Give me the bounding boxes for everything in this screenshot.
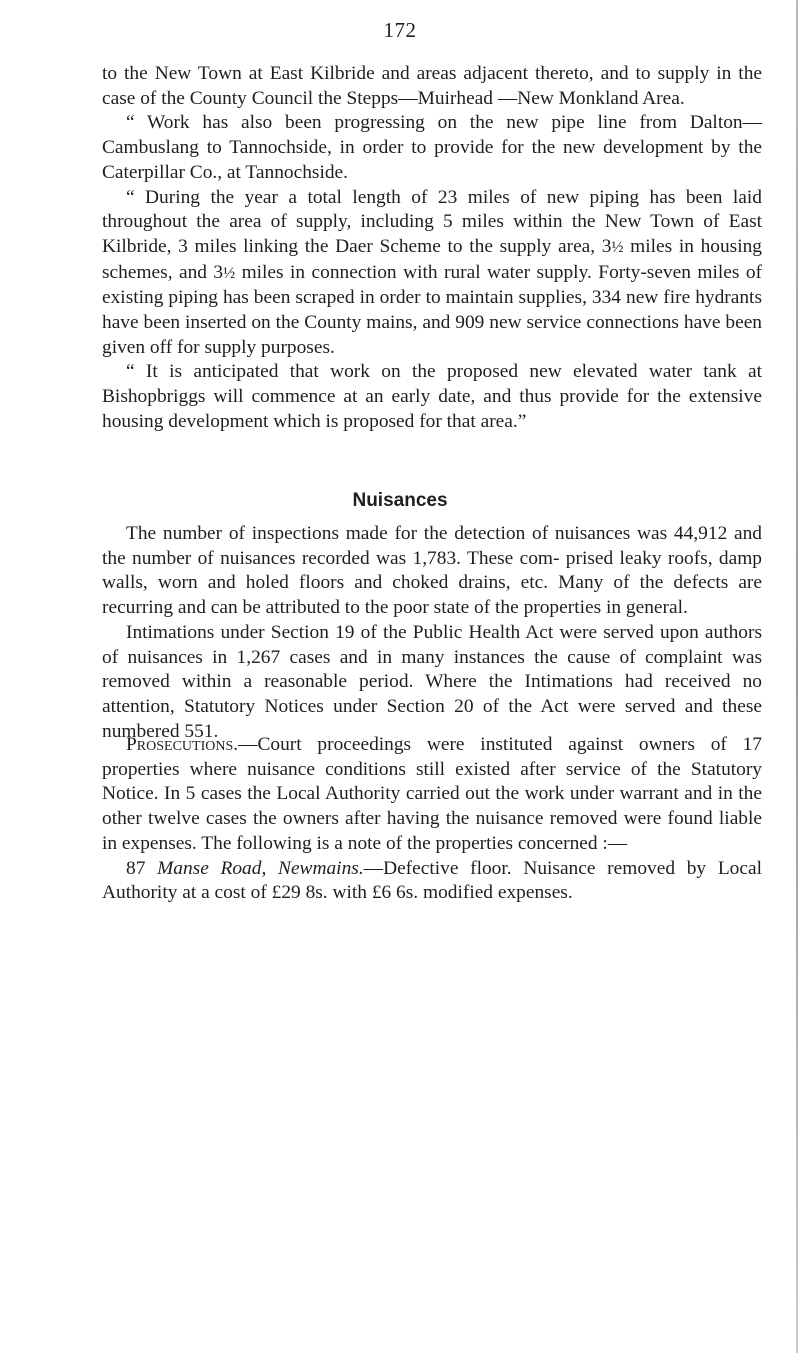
body-section-prosecutions	[102, 733, 762, 906]
property-address: Manse Road, Newmains.	[157, 857, 364, 879]
item-number: 87	[126, 857, 158, 879]
paragraph: The number of inspections made for the detection of nuisances was 44,912 and the number of nuisances recorded was 1,783. These com- prised leaky roofs, damp walls, worn and holed floors and choked drains, etc. Many of the defects are recurring and can be attributed to the poor state of the properties in general.	[102, 523, 762, 619]
text-run: “ During the year a total length of 23 miles of new piping has been laid throughout the area of supply, including 5 miles within the New Town of East Kilbride, 3 miles linking the Daer Scheme to the supply area, 3	[102, 186, 762, 257]
page-edge	[796, 0, 798, 1353]
text-run: miles in connection with rural water supply. Forty-seven miles of existing piping has been scraped in order to maintain supplies, 334 new fire hydrants have been inserted on the County mains, and 909 new service connections have been given off for supply purposes.	[102, 261, 762, 358]
paragraph: to the New Town at East Kilbride and areas adjacent thereto, and to supply in the case of the County Council the Stepps—Muirhead —New Monkland Area.	[102, 63, 762, 109]
paragraph	[102, 857, 762, 906]
paragraph: Intimations under Section 19 of the Public Health Act were served upon authors of nuisances in 1,267 cases and in many instances the cause of complaint was removed within a reasonable period. Where the Intimations had received no attention, Statutory Notices under Section 20 of the Act were served and these numbered 551.	[102, 621, 762, 742]
text-run: miles in housing schemes, and 3	[102, 235, 762, 283]
fraction: ½	[223, 264, 236, 282]
run-in-heading: Prosecutions.	[126, 734, 239, 755]
fraction: ½	[611, 238, 624, 256]
paragraph	[102, 733, 762, 857]
section-heading: Nuisances	[352, 490, 448, 511]
body-section-nuisances	[102, 522, 762, 744]
body-section-water-supply	[102, 62, 762, 435]
text-run: —Court proceedings were instituted against owners of 17 properties where nuisance conditions still existed after service of the Statutory Notice. In 5 cases the Local Authority carried out the work under warrant and in the other twelve cases the owners after having the nuisance removed were found liable in expenses. The following is a note of the properties concerned :—	[102, 734, 762, 854]
paragraph: “ It is anticipated that work on the proposed new elevated water tank at Bishopbriggs will commence at an early date, and thus provide for the extensive housing development which is proposed for that area.”	[102, 361, 762, 432]
paragraph	[102, 186, 762, 361]
page-number: 172	[383, 18, 417, 42]
text-run: —Defective floor. Nuisance removed by Local Authority at a cost of £29 8s. with £6 6s. modified expenses.	[102, 857, 762, 904]
paragraph: “ Work has also been progressing on the new pipe line from Dalton—Cambuslang to Tannochside, in order to provide for the new development by the Caterpillar Co., at Tannochside.	[102, 112, 762, 183]
